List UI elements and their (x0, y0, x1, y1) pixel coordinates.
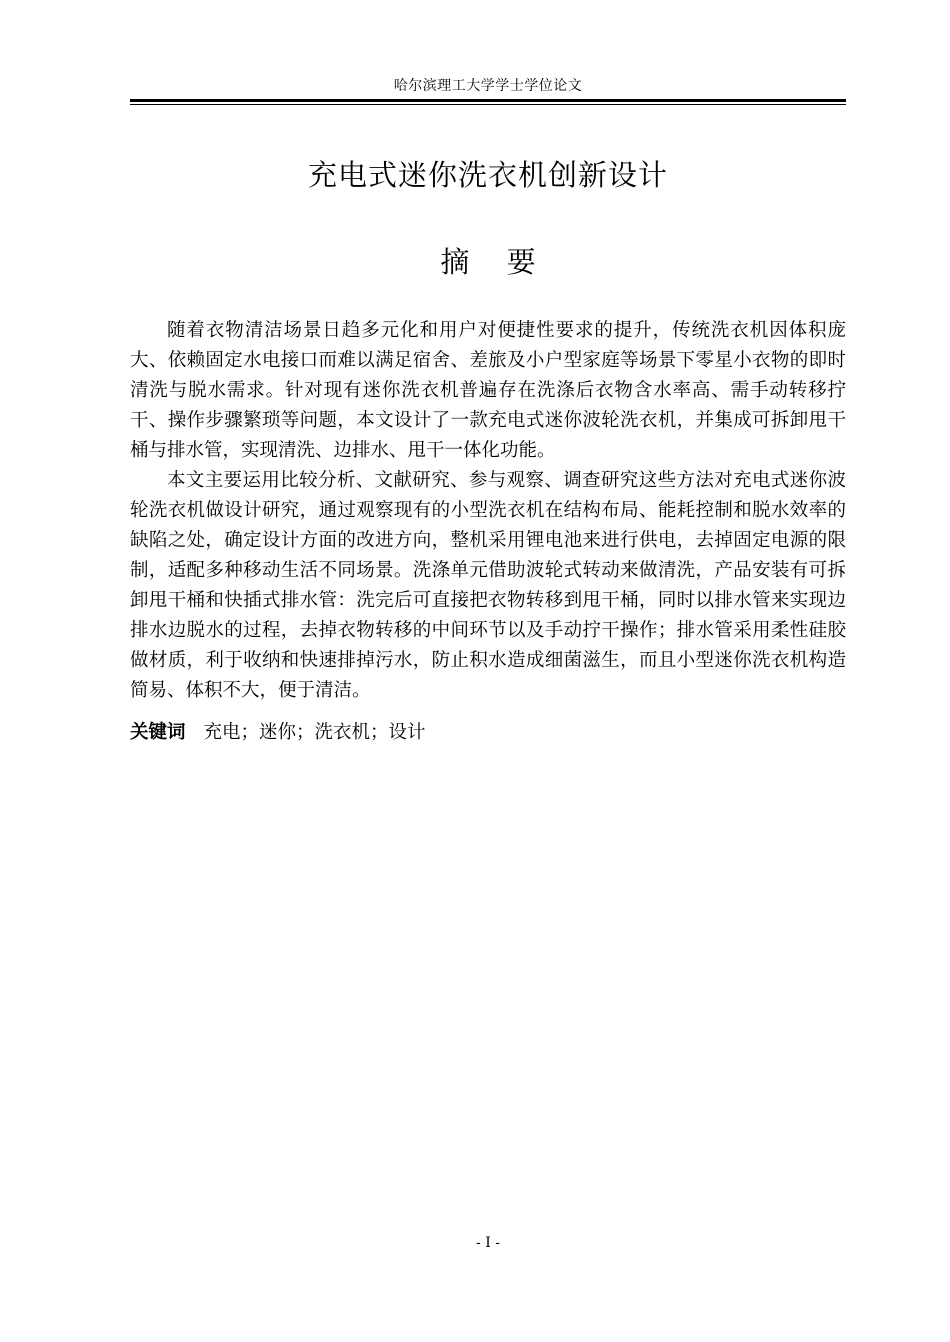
keywords-line (130, 718, 846, 748)
abstract-body (130, 316, 846, 706)
abstract-paragraph-2: 本文主要运用比较分析、文献研究、参与观察、调查研究这些方法对充电式迷你波轮洗衣机做设计研究，通过观察现有的小型洗衣机在结构布局、能耗控制和脱水效率的缺陷之处，确定设计方面的改进方向，整机采用锂电池来进行供电，去掉固定电源的限制，适配多种移动生活不同场景。洗涤单元借助波轮式转动来做清洗，产品安装有可拆卸甩干桶和快插式排水管：洗完后可直接把衣物转移到甩干桶，同时以排水管来实现边排水边脱水的过程，去掉衣物转移的中间环节以及手动拧干操作；排水管采用柔性硅胶做材质，利于收纳和快速排掉污水，防止积水造成细菌滋生，而且小型迷你洗衣机构造简易、体积不大，便于清洁。 (130, 470, 846, 701)
abstract-heading: 摘 要 (440, 245, 550, 279)
abstract-paragraph-1: 随着衣物清洁场景日趋多元化和用户对便捷性要求的提升，传统洗衣机因体积庞大、依赖固定水电接口而难以满足宿舍、差旅及小户型家庭等场景下零星小衣物的即时清洗与脱水需求。针对现有迷你洗衣机普遍存在洗涤后衣物含水率高、需手动转移拧干、操作步骤繁琐等问题，本文设计了一款充电式迷你波轮洗衣机，并集成可拆卸甩干桶与排水管，实现清洗、边排水、甩干一体化功能。 (130, 320, 846, 461)
keywords-value: 充电；迷你；洗衣机；设计 (203, 722, 426, 743)
keywords-label: 关键词 (130, 722, 186, 743)
header-rule (130, 99, 846, 102)
page-number: - I - (476, 1235, 500, 1251)
header-rule-thin (130, 104, 846, 105)
running-header: 哈尔滨理工大学学士学位论文 (393, 78, 583, 94)
thesis-title: 充电式迷你洗衣机创新设计 (307, 158, 668, 192)
